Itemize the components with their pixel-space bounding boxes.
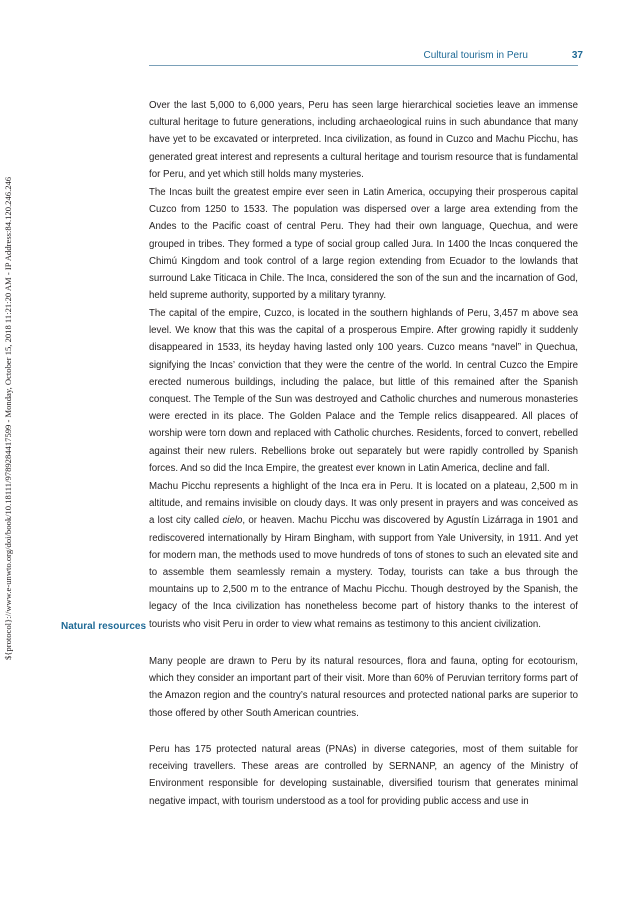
paragraph-inca-heritage: Over the last 5,000 to 6,000 years, Peru has seen large hierarchical societies leave an immense cultural heritage to future generations, including archaeological ruins in such abundance that many have yet to be excavated or interpreted. Inca civilization, as found in Cuzco and Machu Picchu, has generated great interest and represents a cultural heritage and tourism resource that is fundamental for Peru, and yet which still holds many mysteries. — [149, 100, 578, 180]
paragraph-machu-picchu — [149, 478, 578, 633]
header-rule — [149, 65, 578, 66]
main-text-block-4 — [149, 478, 578, 633]
machu-picchu-text-start: Machu Picchu represents a highlight of the Inca era in Peru. It is located on a plateau, 2,500 m in altitude, and remains invisible on cloudy days. It was only present in prayers and was conceived as a lost city called — [149, 481, 578, 527]
paragraph-protected-areas: Peru has 175 protected natural areas (PNAs) in diverse categories, most of them suitable for receiving travellers. These areas are controlled by SERNANP, an agency of the Ministry of Environment responsible for developing sustainable, diversified tourism that generates minimal negative impact, with tourism understood as a tool for providing public access and use in — [149, 744, 578, 807]
section-heading-natural-resources: Natural resources — [61, 621, 147, 632]
italic-cielo: cielo — [222, 515, 243, 527]
running-title: Cultural tourism in Peru — [423, 50, 528, 61]
main-text-block — [149, 97, 578, 183]
paragraph-ecotourism: Many people are drawn to Peru by its natural resources, flora and fauna, opting for ecotourism, which they consider an important part of their visit. More than 60% of Peruvian territory forms part of the Amazon region and the country’s natural resources and protected national parks are superior to those offered by other South American countries. — [149, 656, 578, 719]
main-text-block-3 — [149, 305, 578, 477]
main-text-block-6 — [149, 741, 578, 810]
page-number: 37 — [571, 50, 583, 61]
download-watermark: ${protocol}://www.e-unwto.org/doi/book/10.18111/9789284417599 - Monday, October 15, 2018 11:21:20 AM - IP Address:84.120.246.246 — [3, 176, 13, 660]
paragraph-cuzco: The capital of the empire, Cuzco, is located in the southern highlands of Peru, 3,457 m above sea level. We know that this was the capital of a prosperous Empire. After growing rapidly it suddenly disappeared in 1533, its heyday having lasted only 100 years. Cuzco means “navel” in Quechua, signifying the Incas’ conviction that they were the centre of the world. In central Cuzco the Empire erected numerous buildings, including the palace, but little of this remained after the Spanish conquest. The Temple of the Sun was destroyed and Catholic churches and numerous monasteries were erected in its place. The Golden Palace and the Temple relics disappeared. All places of worship were torn down and replaced with Catholic churches. Residents, forced to convert, rebelled against their new rulers. Rebellions broke out separately but were rapidly controlled by Spanish forces. And so did the Inca Empire, the greatest ever known in Latin America, decline and fall. — [149, 308, 578, 474]
machu-picchu-text-end: , or heaven. Machu Picchu was discovered by Agustín Lizárraga in 1901 and rediscovered internationally by Hiram Bingham, with support from Yale University, in 1911. And yet for modern man, the methods used to move hundreds of tons of stones to such an elevated site and to assemble them seamlessly remain a mystery. Today, tourists can take a bus through the mountains up to 2,500 m to the entrance of Machu Picchu. Though destroyed by the Spanish, the legacy of the Inca civilization has nonetheless become part of history thanks to the interest of tourists who visit Peru in order to view what remains as testimony to this ancient civilization. — [149, 515, 578, 630]
main-text-block-5 — [149, 653, 578, 722]
main-text-block-2 — [149, 184, 578, 304]
page-header — [149, 50, 583, 66]
paragraph-inca-empire: The Incas built the greatest empire ever seen in Latin America, occupying their prosperous capital Cuzco from 1250 to 1533. The population was dispersed over a large area extending from the Andes to the Pacific coast of central Peru. They had their own language, Quechua, and were grouped in tribes. They formed a type of social group called Jura. In 1400 the Incas conquered the Chimú Kingdom and took control of a large region extending from Ecuador to the lowlands that surround Lake Titicaca in Chile. The Inca, considered the son of the sun and the incarnation of God, held supreme authority, supported by a military tyranny. — [149, 187, 578, 302]
